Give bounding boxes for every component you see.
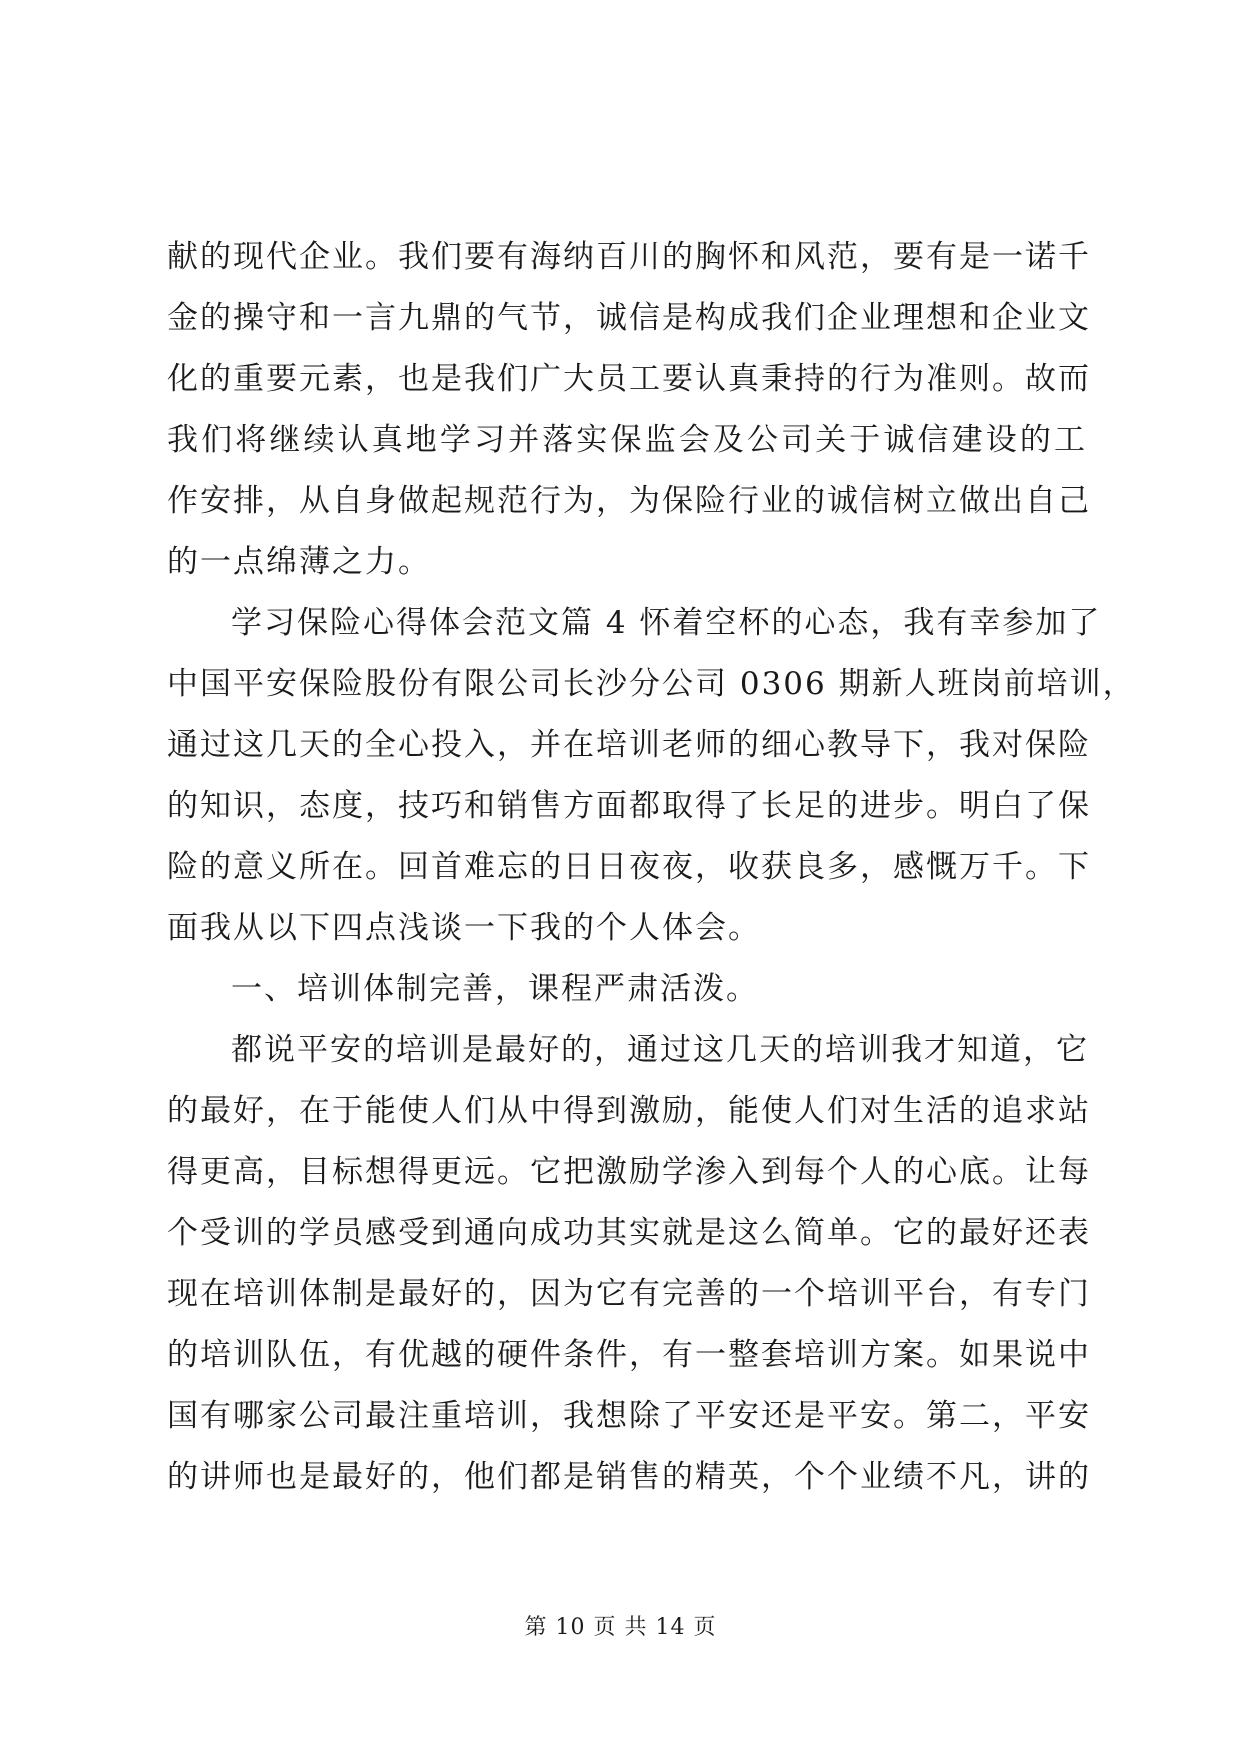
text-line: 得更高，目标想得更远。它把激励学渗入到每个人的心底。让每 [167, 1154, 1091, 1190]
text-line: 现在培训体制是最好的，因为它有完善的一个培训平台，有专门 [167, 1276, 1091, 1312]
text-line: 个受训的学员感受到通向成功其实就是这么简单。它的最好还表 [167, 1215, 1091, 1251]
text-line: 金的操守和一言九鼎的气节，诚信是构成我们企业理想和企业文 [167, 300, 1091, 336]
text-line: 作安排，从自身做起规范行为，为保险行业的诚信树立做出自己 [167, 483, 1091, 519]
document-body [167, 227, 1136, 1508]
text-line: 险的意义所在。回首难忘的日日夜夜，收获良多，感慨万千。下 [167, 849, 1091, 885]
section-heading: 一、培训体制完善，课程严肃活泼。 [231, 971, 759, 1007]
text-line: 国有哪家公司最注重培训，我想除了平安还是平安。第二，平安 [167, 1398, 1091, 1434]
text-line: 献的现代企业。我们要有海纳百川的胸怀和风范，要有是一诺千 [167, 239, 1091, 275]
text-line: 的一点绵薄之力。 [167, 544, 431, 580]
text-line: 化的重要元素，也是我们广大员工要认真秉持的行为准则。故而 [167, 361, 1091, 397]
page-number-footer: 第 10 页 共 14 页 [524, 1615, 717, 1640]
text-line: 都说平安的培训是最好的，通过这几天的培训我才知道，它 [231, 1032, 1089, 1068]
text-line: 面我从以下四点浅谈一下我的个人体会。 [167, 910, 761, 946]
text-line: 的知识，态度，技巧和销售方面都取得了长足的进步。明白了保 [167, 788, 1091, 824]
text-line: 学习保险心得体会范文篇 4 怀着空杯的心态，我有幸参加了 [231, 605, 1102, 641]
text-line: 的最好，在于能使人们从中得到激励，能使人们对生活的追求站 [167, 1093, 1091, 1129]
text-line: 中国平安保险股份有限公司长沙分公司 0306 期新人班岗前培训， [167, 666, 1136, 702]
text-line: 的讲师也是最好的，他们都是销售的精英，个个业绩不凡，讲的 [167, 1459, 1091, 1495]
text-line: 通过这几天的全心投入，并在培训老师的细心教导下，我对保险 [167, 727, 1091, 763]
text-line: 我们将继续认真地学习并落实保监会及公司关于诚信建设的工 [167, 422, 1087, 458]
text-line: 的培训队伍，有优越的硬件条件，有一整套培训方案。如果说中 [167, 1337, 1091, 1373]
